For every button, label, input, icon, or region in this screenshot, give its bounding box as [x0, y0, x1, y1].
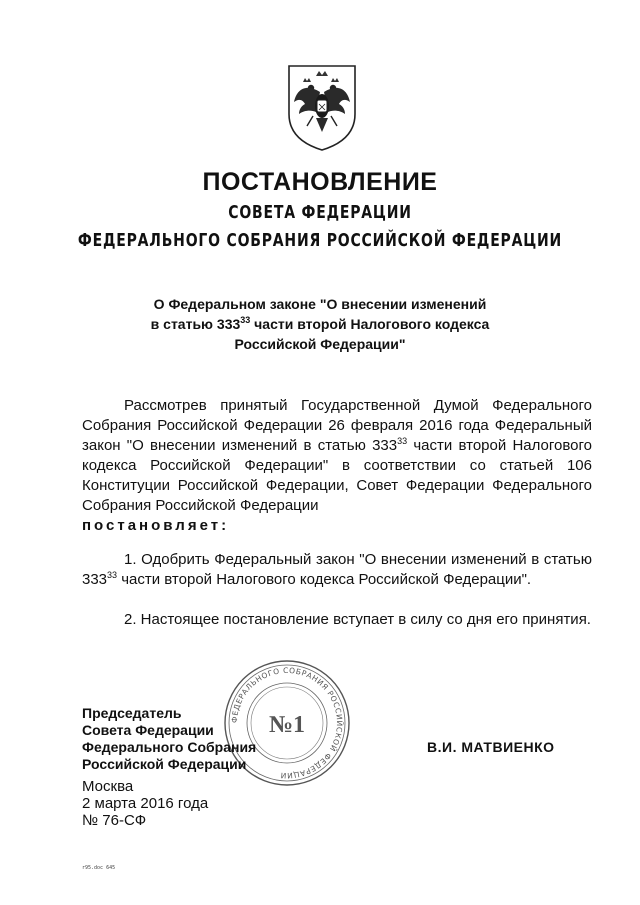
item1-text: 1. Одобрить Федеральный закон "О внесении изменений в статью 333	[82, 551, 592, 588]
document-title: ПОСТАНОВЛЕНИЕ	[202, 168, 438, 196]
subject-line3: Российской Федерации"	[234, 336, 406, 352]
subject-line2	[0, 314, 640, 334]
signatory-block	[82, 705, 256, 773]
place-date-number	[82, 778, 208, 829]
signatory-line1: Председатель	[82, 705, 182, 721]
document-subtitle-line1: СОВЕТА ФЕДЕРАЦИИ	[228, 203, 412, 223]
resolves-word: постановляет:	[82, 517, 230, 534]
subject-line1: О Федеральном законе "О внесении изменений	[153, 296, 487, 312]
signatory-line3: Федерального Собрания	[82, 739, 257, 755]
resolution-item-1	[82, 550, 592, 590]
resolution-item-2: 2. Настоящее постановление вступает в силу со дня его принятия.	[124, 611, 591, 628]
preamble-text-continued: части второй Налогового кодекса Российской Федерации" в соответствии со статьей 106 Конституции Российской Федерации, Совет Федерации Федерального Собрания Российской Федерации	[82, 437, 592, 514]
signatory-line4: Российской Федерации	[82, 756, 247, 772]
document-subtitle-line2: ФЕДЕРАЛЬНОГО СОБРАНИЯ РОССИЙСКОЙ ФЕДЕРАЦИИ	[77, 231, 563, 251]
preamble-text: Рассмотрев принятый Государственной Думой Федерального Собрания Российской Федерации 26 февраля 2016 года Федеральный закон "О внесении изменений в статью 333	[82, 397, 592, 454]
seal-number: №1	[268, 712, 306, 738]
document-number: № 76-СФ	[82, 812, 147, 829]
item1-text-continued: части второй Налогового кодекса Российской Федерации".	[117, 571, 532, 588]
seal-ring-text: ФЕДЕРАЛЬНОГО СОБРАНИЯ РОССИЙСКОЙ ФЕДЕРАЦИИ	[229, 665, 345, 781]
article-superscript: 33	[107, 570, 118, 580]
subject-line2-text-after: части второй Налогового кодекса	[250, 316, 490, 332]
preamble-paragraph	[82, 396, 592, 536]
footer-file-note: r95.doc 645	[82, 865, 116, 871]
article-superscript: 33	[240, 315, 251, 325]
place-city: Москва	[82, 778, 134, 795]
coat-of-arms-emblem	[283, 62, 361, 152]
signatory-line2: Совета Федерации	[82, 722, 214, 738]
article-superscript: 33	[397, 436, 408, 446]
signatory-name: В.И. МАТВИЕНКО	[427, 739, 555, 755]
subject-line2-text: в статью 333	[150, 316, 241, 332]
document-date: 2 марта 2016 года	[82, 795, 209, 812]
resolution-subject	[0, 294, 640, 354]
